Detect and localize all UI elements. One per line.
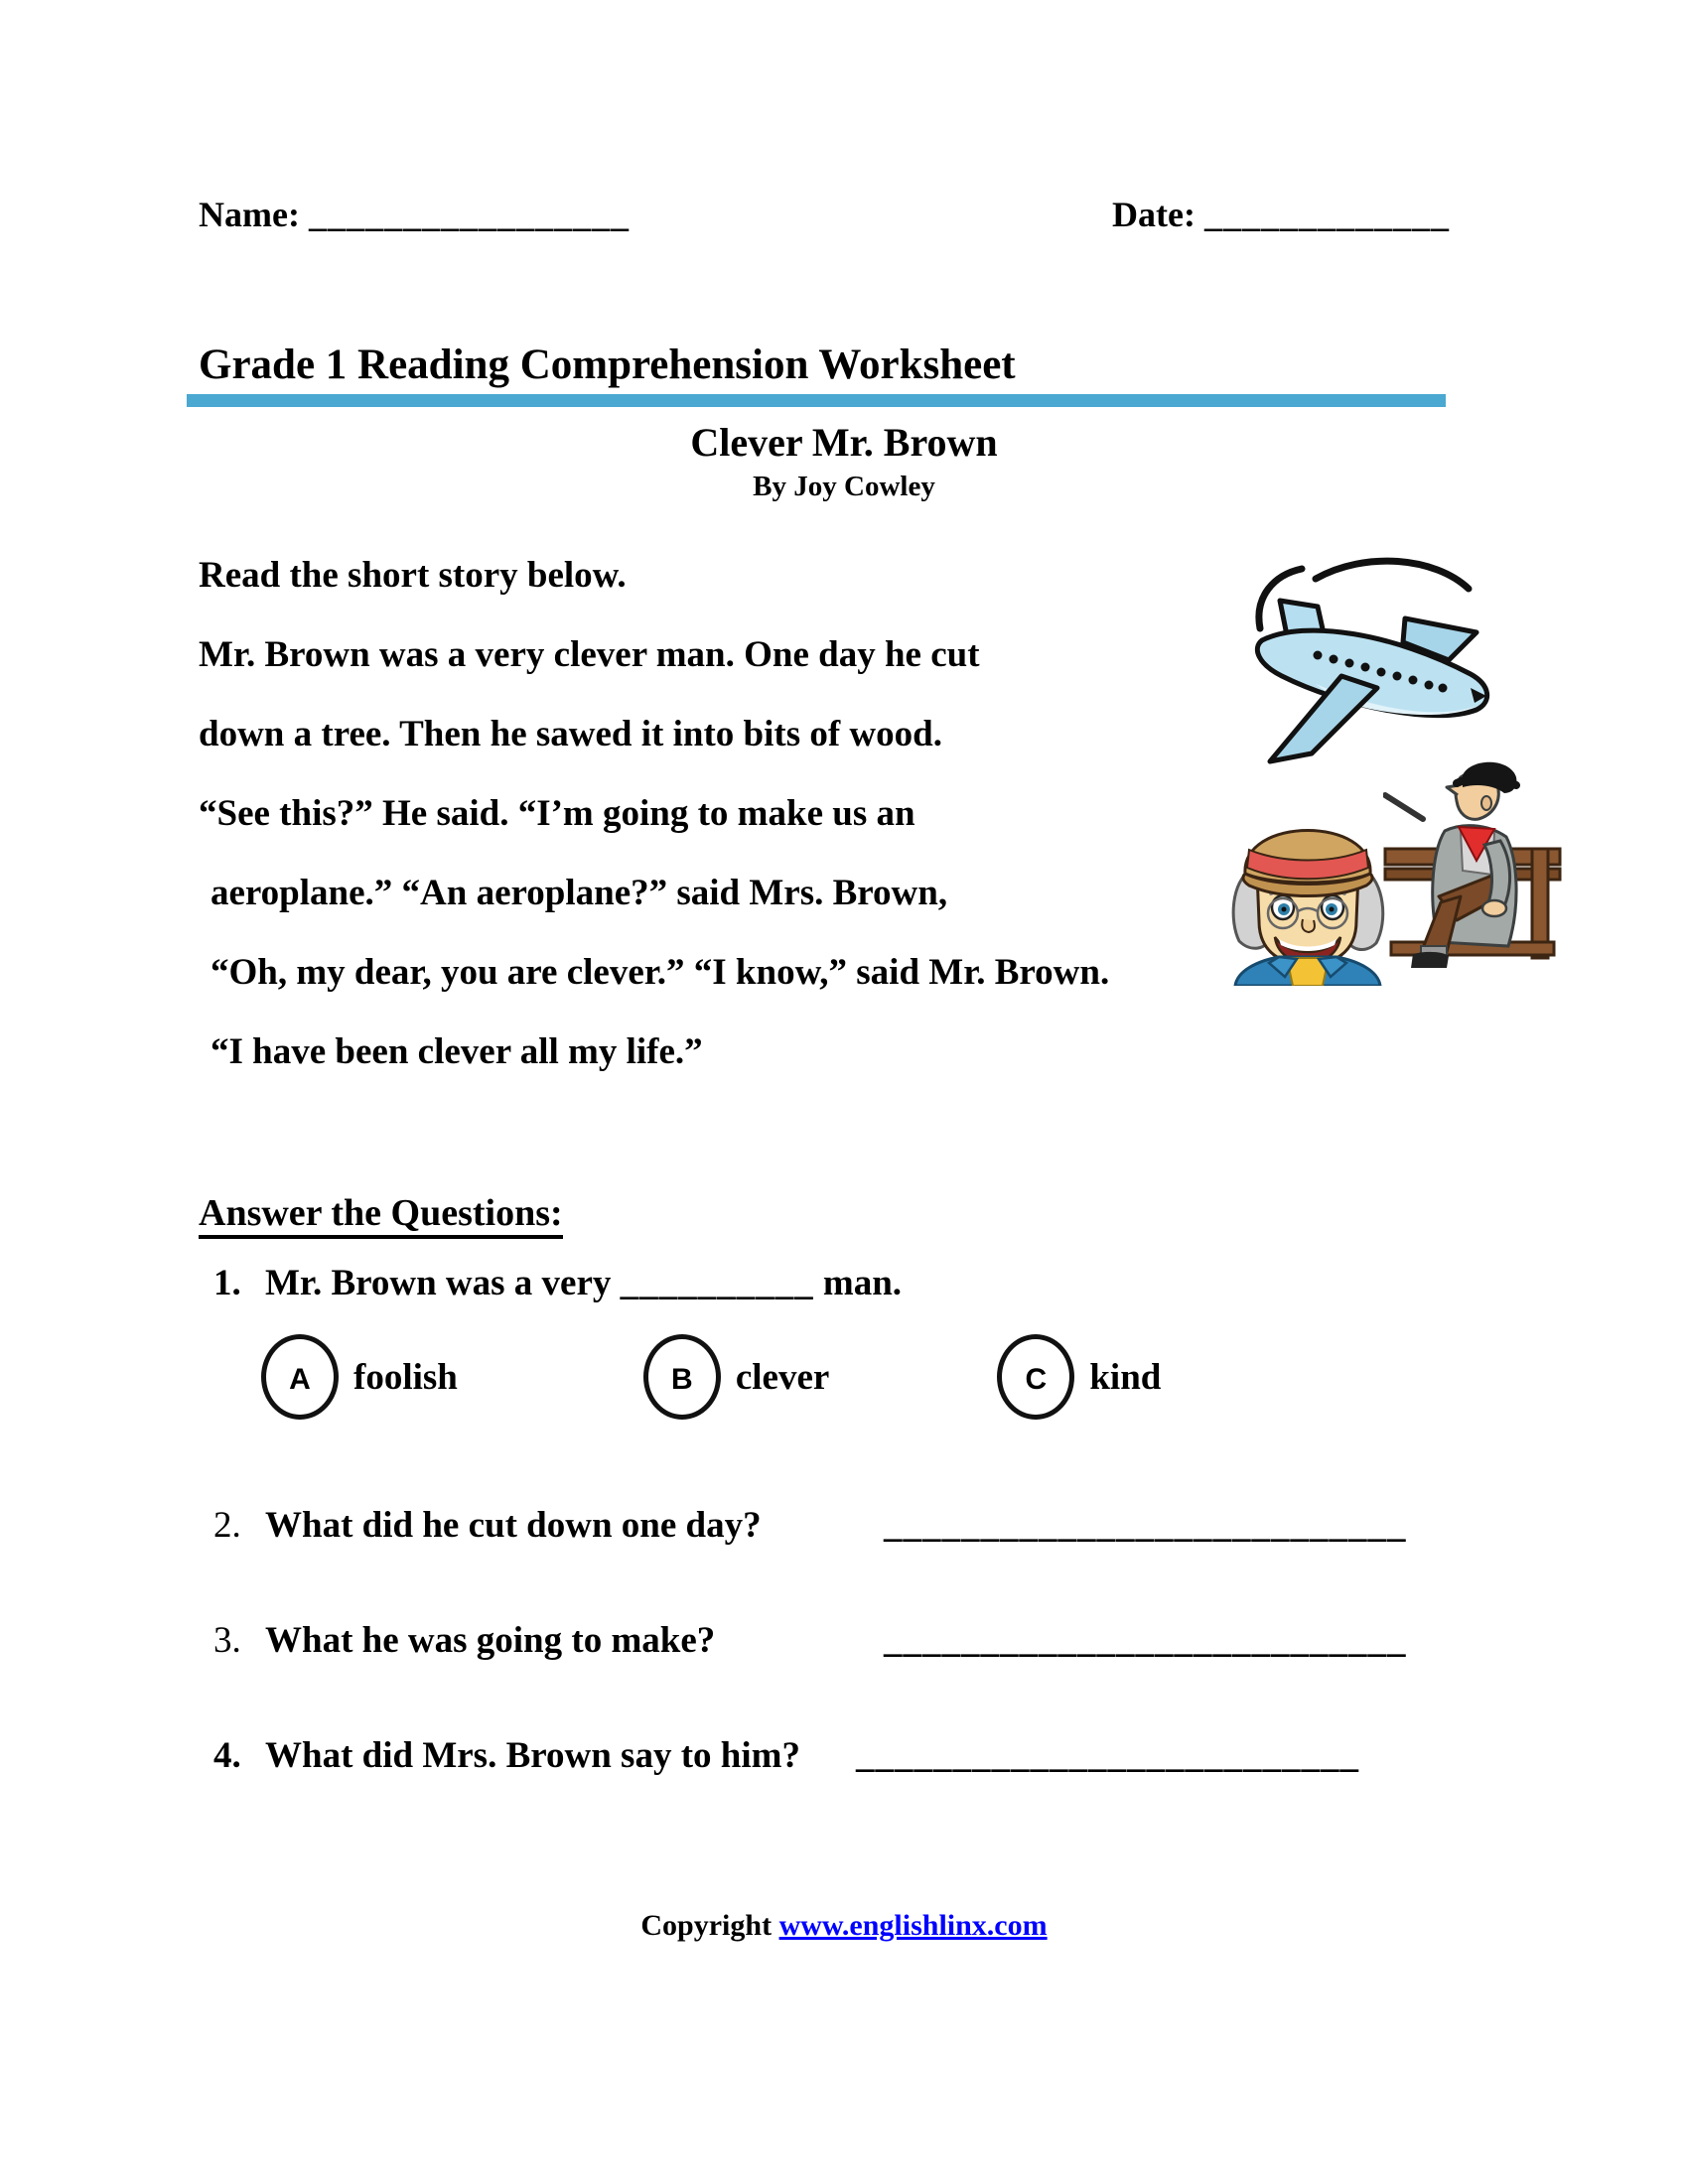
question-4-number: 4. [213,1735,241,1776]
story-line: down a tree. Then he sawed it into bits of wood. [199,714,942,754]
answers-heading: Answer the Questions: [199,1187,563,1239]
option-a-circle[interactable] [261,1334,339,1420]
option-c[interactable] [997,1334,1161,1420]
man-on-bench-icon [1383,757,1562,971]
story-line: “Oh, my dear, you are clever.” “I know,” said Mr. Brown. [211,952,1110,993]
date-label: Date: [1112,195,1196,234]
old-woman-icon [1223,782,1392,986]
name-row [199,189,630,240]
option-b-circle[interactable] [643,1334,721,1420]
question-1-options [261,1334,1161,1420]
question-4-answer-blank[interactable]: __________________________ [856,1735,1359,1776]
worksheet-heading: Grade 1 Reading Comprehension Worksheet [199,341,1016,388]
question-4-text: What did Mrs. Brown say to him? [265,1735,800,1776]
question-3-text: What he was going to make? [265,1620,716,1661]
question-1-blank[interactable]: __________ [620,1263,814,1303]
option-a-letter: A [289,1363,311,1396]
option-b[interactable] [643,1334,829,1420]
question-4 [199,1731,1479,1781]
heading-divider-rule [187,394,1446,407]
englishlinx-link[interactable]: www.englishlinx.com [778,1909,1048,1942]
story-byline: By Joy Cowley [753,471,935,502]
question-3-number: 3. [213,1620,241,1661]
story-line: Mr. Brown was a very clever man. One day he cut [199,634,980,675]
option-c-letter: C [1025,1363,1048,1396]
name-label: Name: [199,195,300,234]
question-3-answer-blank[interactable]: ___________________________ [884,1620,1407,1661]
question-1-text-after: man. [822,1263,903,1303]
story-line: “See this?” He said. “I’m going to make us an [199,793,915,834]
option-c-label: kind [1089,1356,1162,1398]
question-2 [199,1501,1479,1551]
story-instruction: Read the short story below. [199,555,627,596]
question-1-number: 1. [213,1263,241,1303]
question-3 [199,1616,1479,1666]
option-a[interactable] [261,1334,458,1420]
mrs-brown-illustration [1223,782,1392,986]
airplane-icon [1246,549,1494,767]
date-row [1112,189,1450,240]
option-c-circle[interactable] [997,1334,1074,1420]
question-1-text-before: Mr. Brown was a very [265,1263,612,1303]
footer [0,1904,1688,1948]
question-1 [199,1259,1479,1308]
option-b-label: clever [735,1356,830,1398]
question-2-answer-blank[interactable]: ___________________________ [884,1505,1407,1546]
option-b-letter: B [671,1363,693,1396]
copyright-label: Copyright [640,1909,779,1942]
story-title: Clever Mr. Brown [690,420,998,465]
story-line: “I have been clever all my life.” [211,1031,703,1072]
option-a-label: foolish [353,1356,458,1398]
story-text [199,536,1201,1092]
question-2-text: What did he cut down one day? [265,1505,762,1546]
date-blank-field[interactable]: _____________ [1203,195,1450,234]
name-blank-field[interactable]: _________________ [308,195,630,234]
story-line: aeroplane.” “An aeroplane?” said Mrs. Brown, [211,873,948,913]
question-2-number: 2. [213,1505,241,1546]
mr-brown-bench-illustration [1383,757,1562,971]
airplane-illustration [1246,549,1494,767]
